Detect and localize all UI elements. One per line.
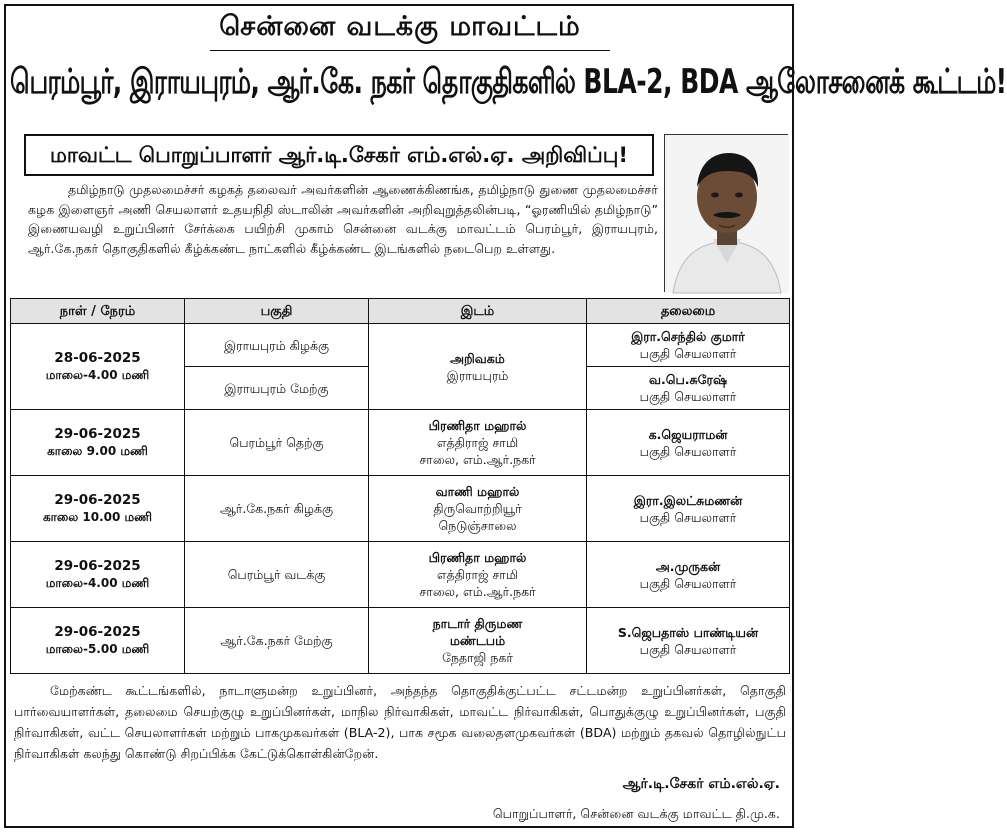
header-datetime: நாள் / நேரம் (11, 299, 185, 324)
leader-title: பகுதி செயலாளர் (639, 509, 737, 525)
leader-photo (664, 134, 788, 292)
leader-cell (587, 608, 790, 674)
datetime-cell (11, 542, 185, 608)
leader-title: பகுதி செயலாளர் (639, 346, 737, 361)
venue-address: நெடுஞ்சாலை (438, 518, 517, 533)
portrait-illustration (665, 135, 789, 293)
announcement-banner (24, 134, 654, 176)
area-cell: ஆர்.கே.நகர் மேற்கு (185, 608, 369, 674)
table-row (11, 324, 790, 367)
header-leader: தலைமை (587, 299, 790, 324)
signatory-role: பொறுப்பாளர், சென்னை வடக்கு மாவட்ட தி.மு.க. (492, 806, 780, 821)
leader-cell (587, 367, 790, 410)
closing-paragraph: மேற்கண்ட கூட்டங்களில், நாடாளுமன்ற உறுப்பினர், அந்தந்த தொகுதிக்குட்பட்ட சட்டமன்ற உறுப்பினர்கள், தொகுதி பார்வையாளர்கள், தலைமை செயற்குழு உறுப்பினர்கள், மாநில நிர்வாகிகள், மாவட்ட நிர்வாகிகள், பொதுக்குழு உறுப்பினர்கள், பகுதி நிர்வாகிகள், வட்ட செயலாளர்கள் மற்றும் பாகமுகவர்கள் (BLA-2), பாக சமூக வலைதளமுகவர்கள் (BDA) மற்றும் தகவல் தொழில்நுட்ப நிர்வாகிகள் கலந்து கொண்டு சிறப்பிக்க கேட்டுக்கொள்கின்றேன். (14, 683, 786, 761)
leader-title: பகுதி செயலாளர் (639, 443, 737, 459)
meeting-date: 29-06-2025 (54, 491, 141, 508)
venue-address: சாலை, எம்.ஆர்.நகர் (419, 584, 536, 599)
leader-name: இரா.செந்தில் குமார் (631, 329, 745, 344)
datetime-cell (11, 476, 185, 542)
table-row (11, 410, 790, 476)
venue-cell (369, 410, 587, 476)
datetime-cell (11, 410, 185, 476)
meeting-date: 29-06-2025 (54, 425, 141, 442)
venue-cell (369, 542, 587, 608)
leader-name: க.ஜெயராமன் (648, 426, 728, 442)
leader-cell (587, 410, 790, 476)
announcement-text: மாவட்ட பொறுப்பாளர் ஆர்.டி.சேகர் எம்.எல்.ஏ. அறிவிப்பு! (50, 143, 628, 167)
leader-title: பகுதி செயலாளர் (639, 389, 737, 404)
datetime-cell (11, 608, 185, 674)
signatory-name: ஆர்.டி.சேகர் எம்.எல்.ஏ. (622, 776, 780, 792)
area-cell: பெரம்பூர் தெற்கு (185, 410, 369, 476)
leader-name: இரா.இலட்சுமணன் (633, 492, 743, 508)
leader-name: S.ஜெபதாஸ் பாண்டியன் (617, 624, 759, 640)
meeting-schedule-table (10, 298, 790, 674)
meeting-time: மாலை-5.00 மணி (45, 641, 150, 656)
venue-name: அறிவகம் (450, 350, 505, 366)
leader-name: அ.முருகன் (655, 558, 721, 574)
meeting-time: காலை 9.00 மணி (47, 443, 148, 458)
venue-name: மண்டபம் (449, 633, 506, 648)
intro-paragraph: தமிழ்நாடு முதலமைச்சர் கழகத் தலைவர் அவர்களின் ஆணைக்கிணங்க, தமிழ்நாடு துணை முதலமைச்சர் கழக இளைஞர் அணி செயலாளர் உதயநிதி ஸ்டாலின் அவர்களின் அறிவுறுத்தலின்படி, “ஓரணியில் தமிழ்நாடு” இணையவழி உறுப்பினர் சேர்க்கை பயிற்சி முகாம் சென்னை வடக்கு மாவட்டம் பெரம்பூர், இராயபுரம், ஆர்.கே.நகர் தொகுதிகளில் கீழ்க்கண்ட நாட்களில் கீழ்க்கண்ட இடங்களில் நடைபெற உள்ளது. (28, 182, 658, 256)
leader-title: பகுதி செயலாளர் (639, 575, 737, 591)
venue-address: திருவொற்றியூர் (433, 501, 522, 516)
leader-cell (587, 476, 790, 542)
meeting-time: மாலை-4.00 மணி (45, 367, 150, 382)
venue-name: பிரணிதா மஹால் (428, 418, 527, 433)
leader-name: வ.பெ.சுரேஷ் (649, 372, 727, 387)
venue-cell (369, 608, 587, 674)
district-title: சென்னை வடக்கு மாவட்டம் (219, 11, 581, 42)
table-header-row (11, 299, 790, 324)
venue-name: நாடார் திருமண (432, 616, 523, 631)
leader-cell (587, 542, 790, 608)
meeting-time: மாலை-4.00 மணி (45, 575, 150, 590)
venue-name: பிரணிதா மஹால் (428, 550, 527, 565)
table-row (11, 608, 790, 674)
leader-cell (587, 324, 790, 367)
meeting-date: 28-06-2025 (54, 349, 141, 366)
area-cell: இராயபுரம் மேற்கு (185, 367, 369, 410)
table-row (11, 542, 790, 608)
meeting-date: 29-06-2025 (54, 557, 141, 574)
meeting-headline: பெரம்பூர், இராயபுரம், ஆர்.கே. நகர் தொகுதிகளில் BLA-2, BDA ஆலோசனைக் கூட்டம்! (10, 61, 1007, 101)
table-row (11, 476, 790, 542)
venue-address: நேதாஜி நகர் (442, 650, 513, 665)
venue-cell (369, 324, 587, 410)
header-venue: இடம் (369, 299, 587, 324)
header-area: பகுதி (185, 299, 369, 324)
meeting-date: 29-06-2025 (54, 623, 141, 640)
venue-address: எத்திராஜ் சாமி (436, 567, 519, 582)
venue-address: எத்திராஜ் சாமி (436, 435, 519, 450)
area-cell: ஆர்.கே.நகர் கிழக்கு (185, 476, 369, 542)
venue-name: வாணி மஹால் (435, 484, 520, 499)
leader-title: பகுதி செயலாளர் (639, 641, 737, 657)
area-cell: பெரம்பூர் வடக்கு (185, 542, 369, 608)
datetime-cell (11, 324, 185, 410)
venue-cell (369, 476, 587, 542)
meeting-time: காலை 10.00 மணி (42, 509, 153, 524)
venue-address: இராயபுரம் (446, 367, 509, 383)
area-cell: இராயபுரம் கிழக்கு (185, 324, 369, 367)
venue-address: சாலை, எம்.ஆர்.நகர் (419, 452, 536, 467)
